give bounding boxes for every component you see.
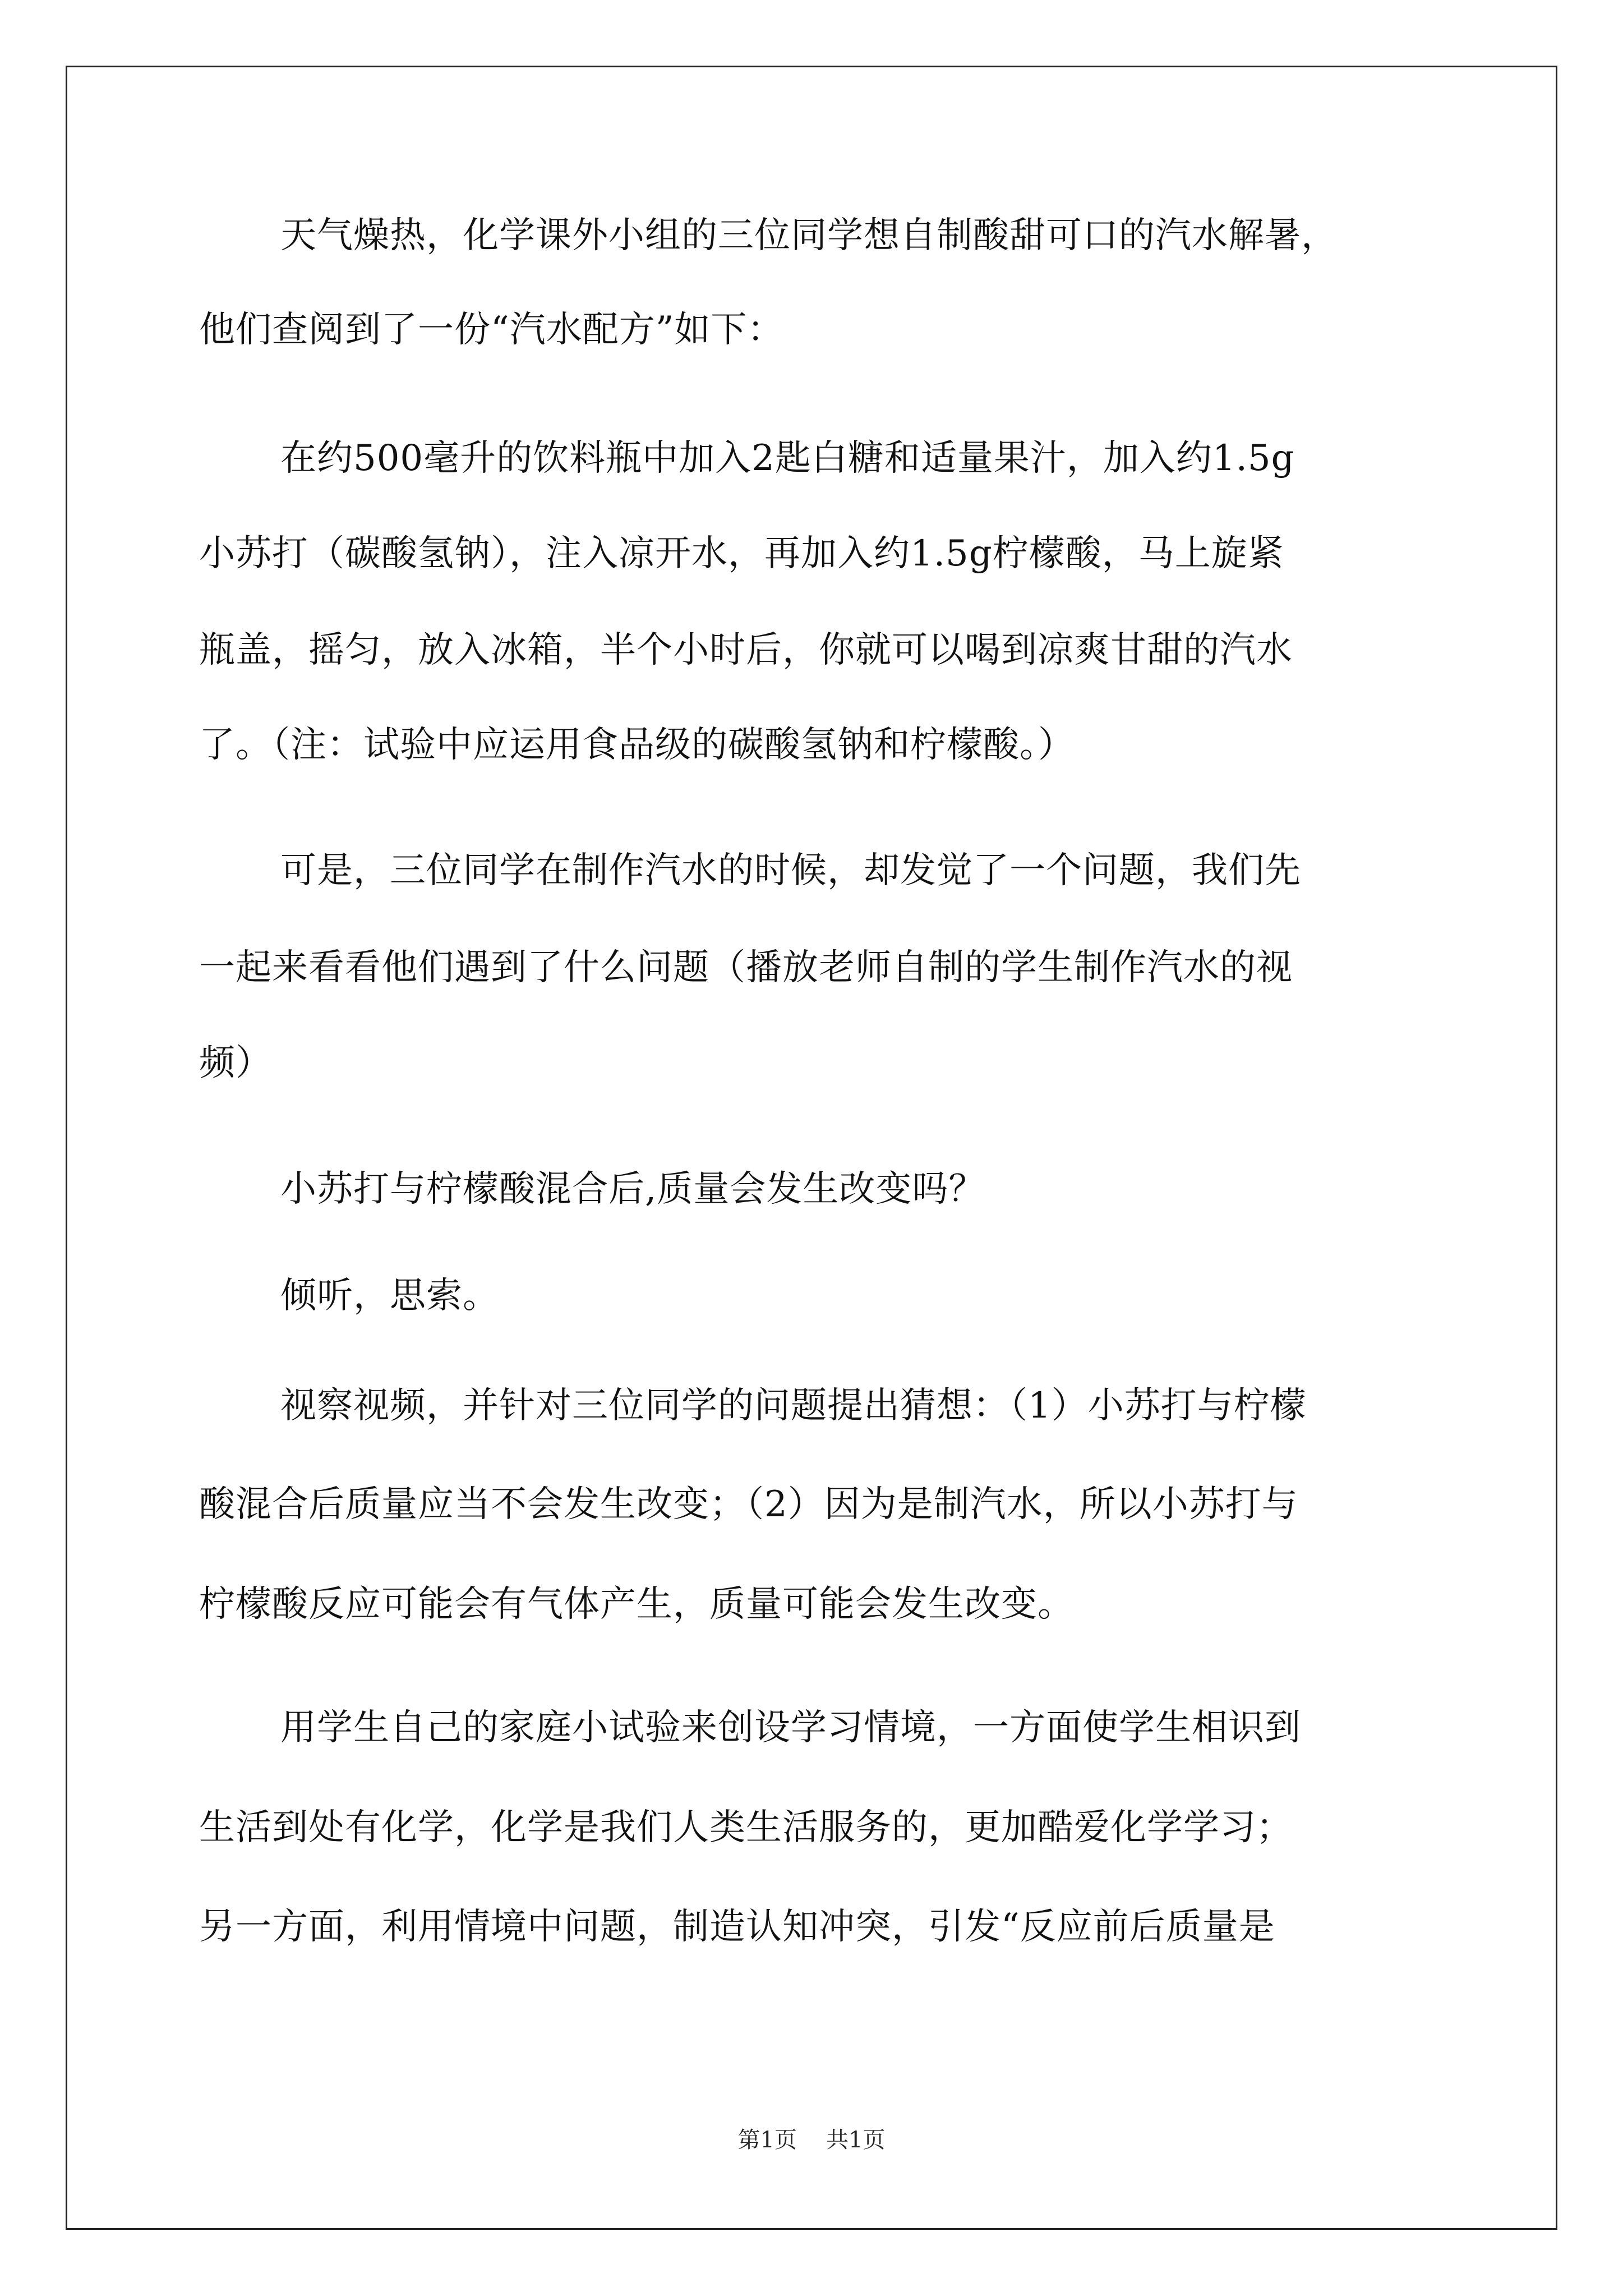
paragraph-6-line-1: 视察视频，并针对三位同学的问题提出猜想：（1）小苏打与柠檬 xyxy=(280,1385,1307,1427)
paragraph-3-line-2: 一起来看看他们遇到了什么问题（播放老师自制的学生制作汽水的视 xyxy=(199,947,1293,988)
paragraph-2-line-3: 瓶盖，摇匀，放入冰箱，半个小时后，你就可以喝到凉爽甘甜的汽水 xyxy=(199,629,1293,671)
paragraph-6-line-3: 柠檬酸反应可能会有气体产生，质量可能会发生改变。 xyxy=(199,1584,1074,1625)
paragraph-1-line-1: 天气燥热，化学课外小组的三位同学想自制酸甜可口的汽水解暑， xyxy=(280,215,1338,256)
paragraph-4-line-1: 小苏打与柠檬酸混合后,质量会发生改变吗？ xyxy=(280,1168,985,1210)
page-number: 第1页 xyxy=(737,2127,797,2153)
paragraph-1-line-2: 他们查阅到了一份“汽水配方”如下： xyxy=(199,309,784,351)
paragraph-7-line-1: 用学生自己的家庭小试验来创设学习情境，一方面使学生相识到 xyxy=(280,1707,1301,1749)
paragraph-6-line-2: 酸混合后质量应当不会发生改变；（2）因为是制汽水，所以小苏打与 xyxy=(199,1484,1298,1525)
paragraph-2-line-4: 了。（注：试验中应运用食品级的碳酸氢钠和柠檬酸。） xyxy=(199,724,1075,766)
page-footer xyxy=(0,2123,1623,2157)
paragraph-2-line-2: 小苏打（碳酸氢钠），注入凉开水，再加入约1.5g柠檬酸，马上旋紧 xyxy=(199,533,1284,574)
paragraph-7-line-3: 另一方面，利用情境中问题，制造认知冲突，引发“反应前后质量是 xyxy=(199,1906,1275,1948)
paragraph-7-line-2: 生活到处有化学，化学是我们人类生活服务的，更加酷爱化学学习； xyxy=(199,1807,1293,1848)
paragraph-3-line-1: 可是，三位同学在制作汽水的时候，却发觉了一个问题，我们先 xyxy=(280,850,1301,891)
paragraph-5-line-1: 倾听，思索。 xyxy=(280,1275,499,1317)
page-total: 共1页 xyxy=(826,2127,886,2153)
paragraph-2-line-1: 在约500毫升的饮料瓶中加入2匙白糖和适量果汁，加入约1.5g xyxy=(280,438,1295,479)
paragraph-3-line-3: 频） xyxy=(199,1042,272,1084)
